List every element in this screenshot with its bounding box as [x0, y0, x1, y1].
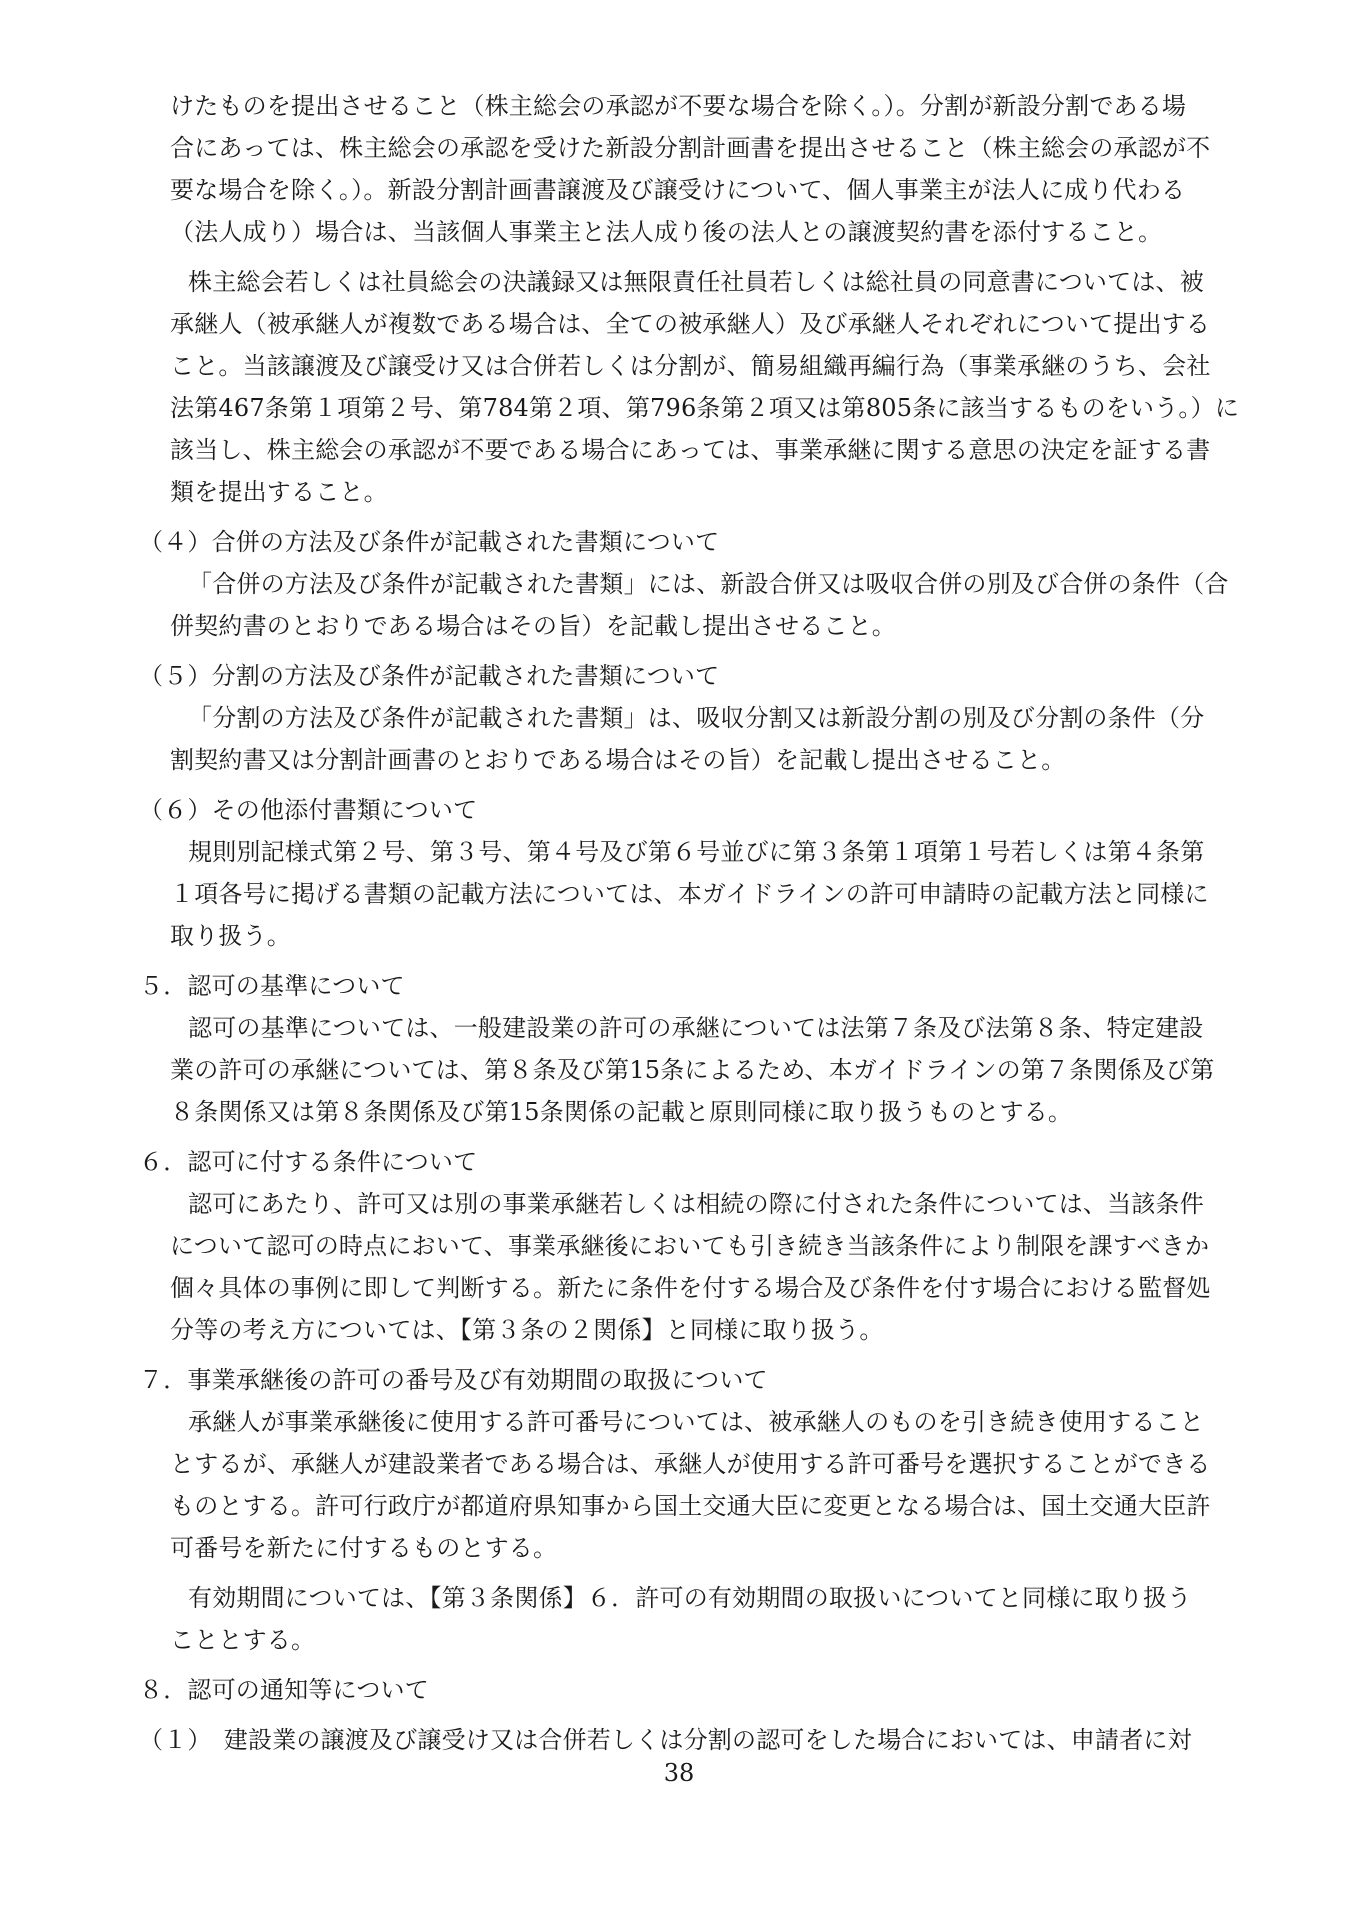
text-line: とするが、承継人が建設業者である場合は、承継人が使用する許可番号を選択することができる — [170, 1450, 1211, 1478]
text-line: ６．認可に付する条件について — [139, 1148, 478, 1176]
text-line: について認可の時点において、事業承継後においても引き続き当該条件により制限を課すべきか — [170, 1232, 1210, 1260]
text-line: （５）分割の方法及び条件が記載された書類について — [139, 662, 720, 690]
text-line: ものとする。許可行政庁が都道府県知事から国土交通大臣に変更となる場合は、国土交通大臣許 — [170, 1492, 1211, 1520]
text-line: こととする。 — [170, 1626, 316, 1654]
text-line: ７．事業承継後の許可の番号及び有効期間の取扱について — [139, 1366, 768, 1394]
text-line: 分等の考え方については、【第３条の２関係】と同様に取り扱う。 — [170, 1316, 884, 1344]
text-line: ５．認可の基準について — [139, 972, 405, 1000]
text-line: 承継人（被承継人が複数である場合は、全ての被承継人）及び承継人それぞれについて提出する — [170, 310, 1211, 338]
text-line: 類を提出すること。 — [170, 478, 388, 506]
text-line: （４）合併の方法及び条件が記載された書類について — [139, 528, 720, 556]
text-line: 株主総会若しくは社員総会の決議録又は無限責任社員若しくは総社員の同意書については、被 — [188, 268, 1204, 296]
text-line: （６）その他添付書類について — [139, 796, 478, 824]
text-line: １項各号に掲げる書類の記載方法については、本ガイドラインの許可申請時の記載方法と同様に — [170, 880, 1209, 908]
text-line: 個々具体の事例に即して判断する。新たに条件を付する場合及び条件を付す場合における監督処 — [170, 1274, 1211, 1302]
text-line: けたものを提出させること（株主総会の承認が不要な場合を除く。）。分割が新設分割である場 — [170, 92, 1187, 120]
text-line: 有効期間については、【第３条関係】６．許可の有効期間の取扱いについてと同様に取り扱う — [188, 1584, 1192, 1612]
text-line: 割契約書又は分割計画書のとおりである場合はその旨）を記載し提出させること。 — [170, 746, 1066, 774]
text-line: 可番号を新たに付するものとする。 — [170, 1534, 558, 1562]
text-line: 該当し、株主総会の承認が不要である場合にあっては、事業承継に関する意思の決定を証する書 — [170, 436, 1211, 464]
text-line: 合にあっては、株主総会の承認を受けた新設分割計画書を提出させること（株主総会の承認が不 — [170, 134, 1211, 162]
text-line: 規則別記様式第２号、第３号、第４号及び第６号並びに第３条第１項第１号若しくは第４条第 — [188, 838, 1205, 866]
page-number: 38 — [663, 1759, 695, 1787]
text-line: 取り扱う。 — [170, 922, 291, 950]
text-line: 法第467条第１項第２号、第784第２項、第796条第２項又は第805条に該当するものをいう。）に — [170, 394, 1240, 422]
text-line: （法人成り）場合は、当該個人事業主と法人成り後の法人との譲渡契約書を添付すること。 — [170, 218, 1163, 246]
text-line: 「分割の方法及び条件が記載された書類」は、吸収分割又は新設分割の別及び分割の条件（分 — [188, 704, 1205, 732]
text-line: （１） 建設業の譲渡及び譲受け又は合併若しくは分割の認可をした場合においては、申請者に対 — [139, 1726, 1192, 1754]
text-line: ８条関係又は第８条関係及び第15条関係の記載と原則同様に取り扱うものとする。 — [170, 1098, 1073, 1126]
text-line: 認可にあたり、許可又は別の事業承継若しくは相続の際に付された条件については、当該条件 — [188, 1190, 1204, 1218]
text-line: 「合併の方法及び条件が記載された書類」には、新設合併又は吸収合併の別及び合併の条件（合 — [188, 570, 1229, 598]
text-line: 承継人が事業承継後に使用する許可番号については、被承継人のものを引き続き使用すること — [188, 1408, 1204, 1436]
text-line: ８．認可の通知等について — [139, 1676, 429, 1704]
text-line: こと。当該譲渡及び譲受け又は合併若しくは分割が、簡易組織再編行為（事業承継のうち、会社 — [170, 352, 1211, 380]
text-line: 要な場合を除く。）。新設分割計画書譲渡及び譲受けについて、個人事業主が法人に成り代わる — [170, 176, 1186, 204]
text-line: 認可の基準については、一般建設業の許可の承継については法第７条及び法第８条、特定建設 — [188, 1014, 1204, 1042]
text-line: 併契約書のとおりである場合はその旨）を記載し提出させること。 — [170, 612, 896, 640]
text-line: 業の許可の承継については、第８条及び第15条によるため、本ガイドラインの第７条関係及び第 — [170, 1056, 1215, 1084]
